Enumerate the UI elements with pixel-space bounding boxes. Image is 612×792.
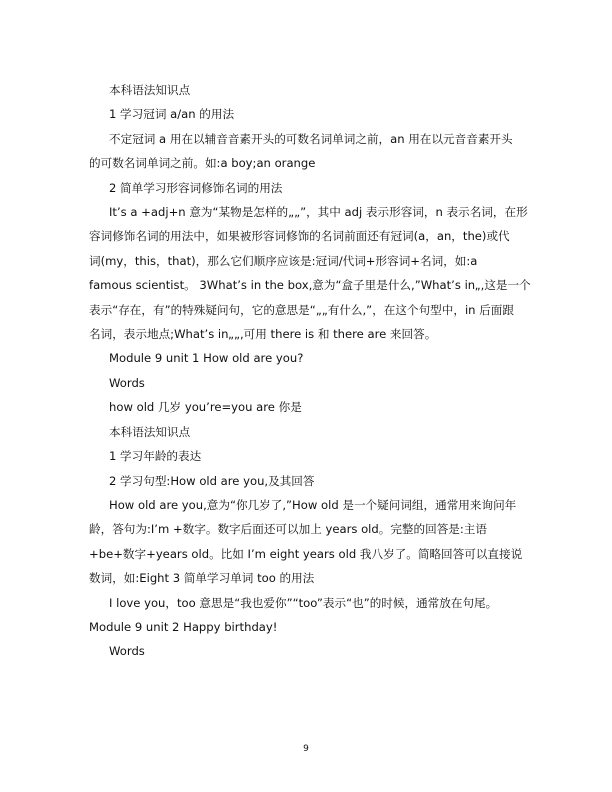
paragraph-line: 不定冠词 a 用在以辅音音素开头的可数名词单词之前，an 用在以元音音素开头 (109, 131, 513, 146)
subheading: 2 学习句型:How old are you,及其回答 (109, 473, 315, 488)
paragraph-line: 容词修饰名词的用法中，如果被形容词修饰的名词前面还有冠词(a，an，the)或代 (89, 229, 510, 244)
module-heading: Module 9 unit 2 Happy birthday! (89, 619, 278, 634)
subheading: 2 简单学习形容词修饰名词的用法 (109, 180, 283, 195)
paragraph-line: +be+数字+years old。比如 I’m eight years old 我八岁了。简略回答可以直接说 (89, 546, 523, 561)
subheading: 1 学习冠词 a/an 的用法 (109, 107, 235, 122)
subheading: 1 学习年龄的表达 (109, 449, 202, 464)
module-heading: Module 9 unit 1 How old are you? (109, 351, 304, 366)
section-heading: 本科语法知识点 (109, 83, 191, 97)
paragraph-line: famous scientist。 3What’s in the box,意为“盒子里是什么,”What’s in„,这是一个 (89, 278, 531, 293)
paragraph-line: 表示“存在，有”的特殊疑问句，它的意思是“„„有什么,”，在这个句型中，in 后面跟 (89, 302, 514, 317)
page-number: 9 (303, 744, 309, 754)
words-label: Words (109, 375, 145, 390)
paragraph-line: How old are you,意为“你几岁了,”How old 是一个疑问词组，通常用来询问年 (109, 497, 517, 512)
paragraph-line: 词(my，this，that)，那么它们顺序应该是:冠词/代词+形容词+名词，如:a (89, 253, 478, 268)
paragraph-line: 龄，答句为:I’m +数字。数字后面还可以加上 years old。完整的回答是:主语 (89, 522, 487, 537)
paragraph-line: 名词，表示地点;What’s in„„,可用 there is 和 there are 来回答。 (89, 327, 437, 342)
paragraph-line: It’s a +adj+n 意为“某物是怎样的„„”，其中 adj 表示形容词，n 表示名词，在形 (109, 205, 528, 220)
paragraph-line: 的可数名词单词之前。如:a boy;an orange (89, 156, 316, 171)
section-heading: 本科语法知识点 (109, 424, 191, 439)
words-label: Words (109, 644, 145, 659)
paragraph-line: 数词，如:Eight 3 简单学习单词 too 的用法 (89, 571, 315, 586)
document-body (89, 78, 531, 664)
vocabulary-line: how old 几岁 you’re=you are 你是 (109, 400, 302, 415)
paragraph-line: I love you，too 意思是“我也爱你”“too”表示“也”的时候，通常放在句尾。 (109, 595, 498, 610)
